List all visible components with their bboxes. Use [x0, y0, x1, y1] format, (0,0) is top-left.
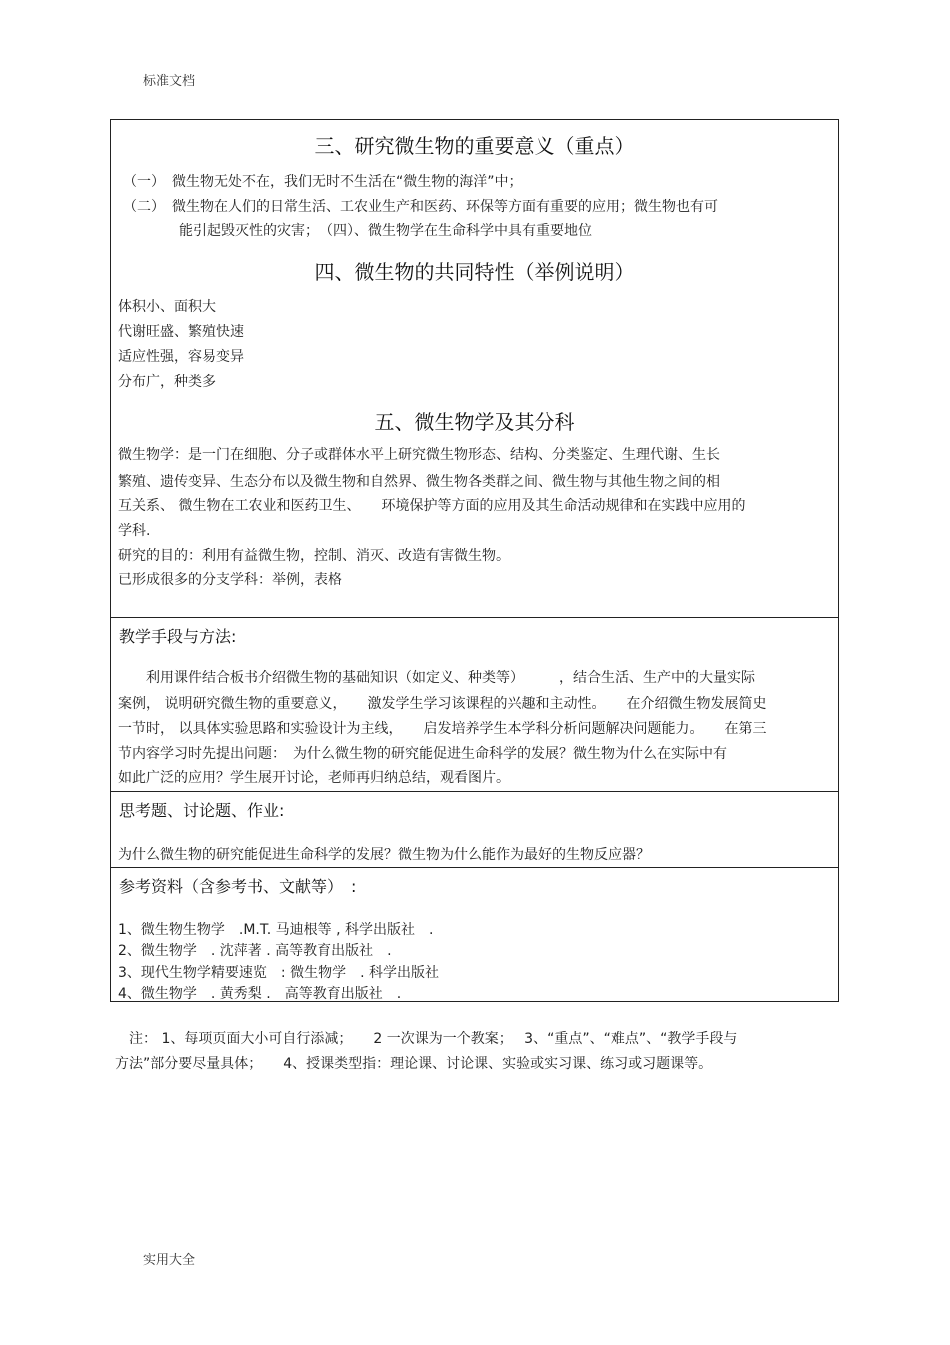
section5-line-6: 已形成很多的分支学科：举例，表格: [118, 572, 342, 588]
content-cell: [111, 120, 838, 618]
reference-item-4: 4、微生物学 . 黄秀梨 . 高等教育出版社 .: [118, 986, 402, 1002]
method-heading: 教学手段与方法:: [119, 627, 237, 646]
section5-title: 五、微生物学及其分科: [374, 410, 575, 434]
think-heading: 思考题、讨论题、作业:: [119, 801, 285, 820]
method-cell: [111, 618, 838, 792]
section3-title: 三、研究微生物的重要意义（重点）: [314, 134, 635, 158]
section5-line-5: 研究的目的：利用有益微生物，控制、消灭、改造有害微生物。: [118, 548, 510, 564]
section4-item-1: 体积小、面积大: [118, 299, 216, 315]
section5-line-2: 繁殖、遗传变异、生态分布以及微生物和自然界、微生物各类群之间、微生物与其他生物之间的相: [118, 474, 720, 490]
document-header: 标准文档: [143, 74, 196, 89]
reference-cell: [111, 868, 838, 1001]
section4-item-2: 代谢旺盛、繁殖快速: [118, 324, 244, 340]
section4-item-4: 分布广，种类多: [118, 374, 216, 390]
method-line-4: 节内容学习时先提出问题： 为什么微生物的研究能促进生命科学的发展？微生物为什么在实际中有: [118, 746, 727, 762]
reference-item-1: 1、微生物生物学 .M.T. 马迪根等 , 科学出版社 .: [118, 922, 434, 938]
method-line-5: 如此广泛的应用？学生展开讨论，老师再归纳总结，观看图片。: [118, 770, 510, 786]
section3-line-2: （二） 微生物在人们的日常生活、工农业生产和医药、环保等方面有重要的应用；微生物也有可: [123, 199, 718, 215]
section3-line-3: 能引起毁灭性的灾害； （四）、微生物学在生命科学中具有重要地位: [123, 223, 592, 239]
footnote: [115, 1027, 815, 1077]
method-line-2: 案例， 说明研究微生物的重要意义， 激发学生学习该课程的兴趣和主动性。 在介绍微生物发展简史: [118, 696, 767, 712]
reference-item-3: 3、现代生物学精要速览 : 微生物学 . 科学出版社: [118, 965, 439, 981]
document-footer: 实用大全: [143, 1253, 196, 1268]
method-line-1: 利用课件结合板书介绍微生物的基础知识（如定义、种类等） ，结合生活、生产中的大量实际: [118, 670, 755, 686]
reference-heading: 参考资料（含参考书、文献等） :: [119, 877, 357, 896]
think-question: 为什么微生物的研究能促进生命科学的发展？微生物为什么能作为最好的生物反应器？: [118, 847, 650, 863]
reference-item-2: 2、微生物学 . 沈萍著 . 高等教育出版社 .: [118, 943, 392, 959]
section4-item-3: 适应性强，容易变异: [118, 349, 244, 365]
footnote-line-2: 方法”部分要尽量具体； 4、授课类型指：理论课、讨论课、实验或实习课、练习或习题课等。: [115, 1056, 713, 1072]
lesson-plan-table: [110, 119, 839, 1002]
section4-title: 四、微生物的共同特性（举例说明）: [314, 260, 635, 284]
section5-line-4: 学科.: [118, 523, 151, 539]
think-cell: [111, 792, 838, 868]
footnote-line-1: 注： 1、每项页面大小可自行添减； 2 一次课为一个教案； 3、“重点”、“难点”、“教学手段与: [115, 1031, 738, 1047]
section5-line-1: 微生物学：是一门在细胞、分子或群体水平上研究微生物形态、结构、分类鉴定、生理代谢、生长: [118, 447, 720, 463]
section3-line-1: （一） 微生物无处不在，我们无时不生活在“微生物的海洋”中；: [123, 174, 523, 190]
method-line-3: 一节时， 以具体实验思路和实验设计为主线， 启发培养学生本学科分析问题解决问题能力。 在第三: [118, 721, 767, 737]
section5-line-3: 互关系、 微生物在工农业和医药卫生、 环境保护等方面的应用及其生命活动规律和在实践中应用的: [118, 498, 746, 514]
